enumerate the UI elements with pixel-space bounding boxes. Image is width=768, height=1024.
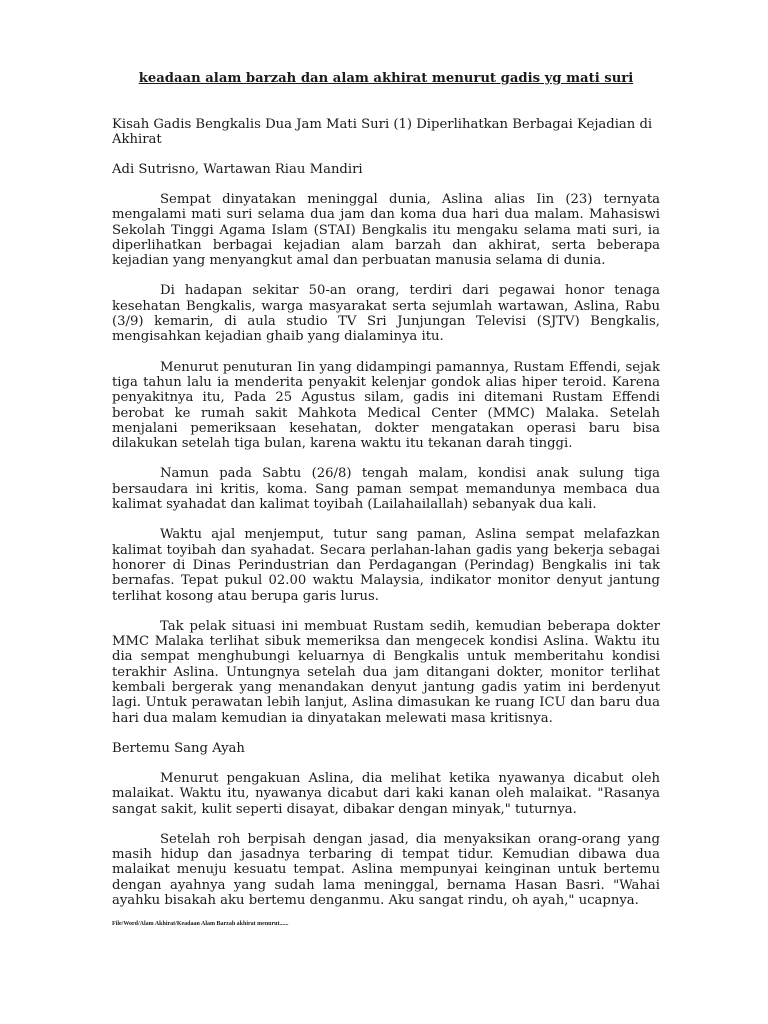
document-page [112, 70, 660, 923]
paragraph: Tak pelak situasi ini membuat Rustam sedih, kemudian beberapa dokter MMC Malaka terlihat sibuk memeriksa dan mengecek kondisi Aslina. Waktu itu dia sempat menghubungi keluarnya di Bengkalis untuk memberitahu kondisi terakhir Aslina. Untungnya setelah dua jam ditangani dokter, monitor terlihat kembali bergerak yang menandakan denyut jantung gadis yatim ini berdenyut lagi. Untuk perawatan lebih lanjut, Aslina dimasukan ke ruang ICU dan baru dua hari dua malam kemudian ia dinyatakan melewati masa kritisnya. [112, 618, 660, 726]
page-footer: File/Word/Alam Akhirat/Keadaan Alam Barzah akhirat menurut...... [112, 921, 289, 927]
article-heading: Kisah Gadis Bengkalis Dua Jam Mati Suri (1) Diperlihatkan Berbagai Kejadian di Akhirat [112, 117, 653, 147]
paragraph: Menurut pengakuan Aslina, dia melihat ketika nyawanya dicabut oleh malaikat. Waktu itu, nyawanya dicabut dari kaki kanan oleh malaikat. "Rasanya sangat sakit, kulit seperti disayat, dibakar dengan minyak," tuturnya. [112, 770, 660, 817]
paragraph: Menurut penuturan Iin yang didampingi pamannya, Rustam Effendi, sejak tiga tahun lalu ia menderita penyakit kelenjar gondok alias hiper teroid. Karena penyakitnya itu, Pada 25 Agustus silam, gadis ini ditemani Rustam Effendi berobat ke rumah sakit Mahkota Medical Center (MMC) Malaka. Setelah menjalani pemeriksaan kesehatan, dokter mengatakan operasi baru bisa dilakukan setelah tiga bulan, karena waktu itu tekanan darah tinggi. [112, 359, 660, 452]
paragraph: Waktu ajal menjemput, tutur sang paman, Aslina sempat melafazkan kalimat toyibah dan syahadat. Secara perlahan-lahan gadis yang bekerja sebagai honorer di Dinas Perindustrian dan Perdagangan (Perindag) Bengkalis ini tak bernafas. Tepat pukul 02.00 waktu Malaysia, indikator monitor denyut jantung terlihat kosong atau berupa garis lurus. [112, 527, 660, 604]
paragraph: Sempat dinyatakan meninggal dunia, Aslina alias Iin (23) ternyata mengalami mati suri selama dua jam dan koma dua hari dua malam. Mahasiswi Sekolah Tinggi Agama Islam (STAI) Bengkalis itu mengaku selama mati suri, ia diperlihatkan berbagai kejadian alam barzah dan akhirat, serta beberapa kejadian yang menyangkut amal dan perbuatan manusia selama di dunia. [112, 192, 660, 269]
paragraph: Di hadapan sekitar 50-an orang, terdiri dari pegawai honor tenaga kesehatan Bengkalis, warga masyarakat serta sejumlah wartawan, Aslina, Rabu (3/9) kemarin, di aula studio TV Sri Junjungan Televisi (SJTV) Bengkalis, mengisahkan kejadian ghaib yang dialaminya itu. [112, 283, 660, 345]
document-title: keadaan alam barzah dan alam akhirat menurut gadis yg mati suri [138, 71, 634, 86]
paragraph: Setelah roh berpisah dengan jasad, dia menyaksikan orang-orang yang masih hidup dan jasadnya terbaring di tempat tidur. Kemudian dibawa dua malaikat menuju kesuatu tempat. Aslina mempunyai keinginan untuk bertemu dengan ayahnya yang sudah lama meninggal, bernama Hasan Basri. "Wahai ayahku bisakah aku bertemu denganmu. Aku sangat rindu, oh ayah," ucapnya. [112, 831, 660, 908]
article-byline: Adi Sutrisno, Wartawan Riau Mandiri [112, 162, 363, 177]
section-subheading: Bertemu Sang Ayah [112, 740, 245, 756]
paragraph: Namun pada Sabtu (26/8) tengah malam, kondisi anak sulung tiga bersaudara ini kritis, koma. Sang paman sempat memandunya membaca dua kalimat syahadat dan kalimat toyibah (Lailahailallah) sebanyak dua kali. [112, 466, 660, 513]
